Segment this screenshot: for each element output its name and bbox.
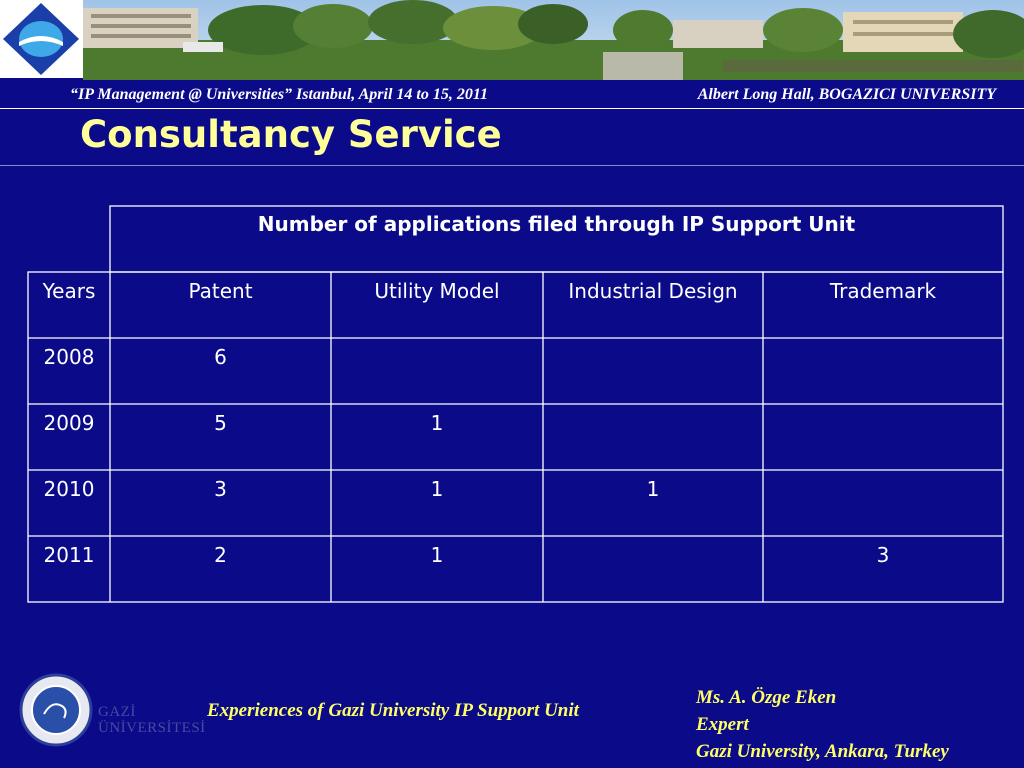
table-cell-year: 2011 <box>43 543 95 567</box>
table-cell-utility-model: 1 <box>430 543 444 567</box>
conference-venue: Albert Long Hall, BOGAZICI UNIVERSITY <box>697 86 996 103</box>
header-banner <box>0 0 1024 80</box>
table-cell-utility-model: 1 <box>430 477 444 501</box>
column-header-trademark: Trademark <box>829 279 937 303</box>
presentation-subtitle: Experiences of Gazi University IP Support Unit <box>207 700 579 721</box>
title-bar <box>0 109 1024 166</box>
table-caption: Number of applications filed through IP Support Unit <box>257 212 856 236</box>
gazi-university-logo <box>18 672 218 752</box>
table-cell-industrial-design: 1 <box>646 477 660 501</box>
page-title: Consultancy Service <box>80 113 502 156</box>
university-seal-icon <box>18 672 98 752</box>
conference-logo <box>0 0 83 78</box>
author-role: Expert <box>696 714 749 735</box>
column-header-industrial-design: Industrial Design <box>568 279 738 303</box>
author-name: Ms. A. Özge Eken <box>696 687 837 708</box>
table-cell-year: 2008 <box>43 345 95 369</box>
table-cell-year: 2010 <box>43 477 95 501</box>
conference-name: “IP Management @ Universities” Istanbul, April 14 to 15, 2011 <box>70 86 488 103</box>
table-cell-patent: 2 <box>214 543 227 567</box>
column-header-patent: Patent <box>188 279 253 303</box>
table-cell-patent: 5 <box>214 411 227 435</box>
table-cell-patent: 6 <box>214 345 227 369</box>
campus-photo <box>83 0 1024 80</box>
author-affiliation: Gazi University, Ankara, Turkey <box>696 741 949 762</box>
author-block <box>696 684 949 765</box>
column-header-years: Years <box>42 279 96 303</box>
table-cell-trademark: 3 <box>876 543 890 567</box>
table-cell-utility-model: 1 <box>430 411 444 435</box>
table-cell-patent: 3 <box>214 477 227 501</box>
table-cell-year: 2009 <box>43 411 95 435</box>
logo-text-line1: GAZİ <box>98 704 136 720</box>
logo-text-line2: ÜNİVERSİTESİ <box>98 720 206 736</box>
column-header-utility-model: Utility Model <box>374 279 500 303</box>
conference-info-bar <box>0 82 1024 109</box>
